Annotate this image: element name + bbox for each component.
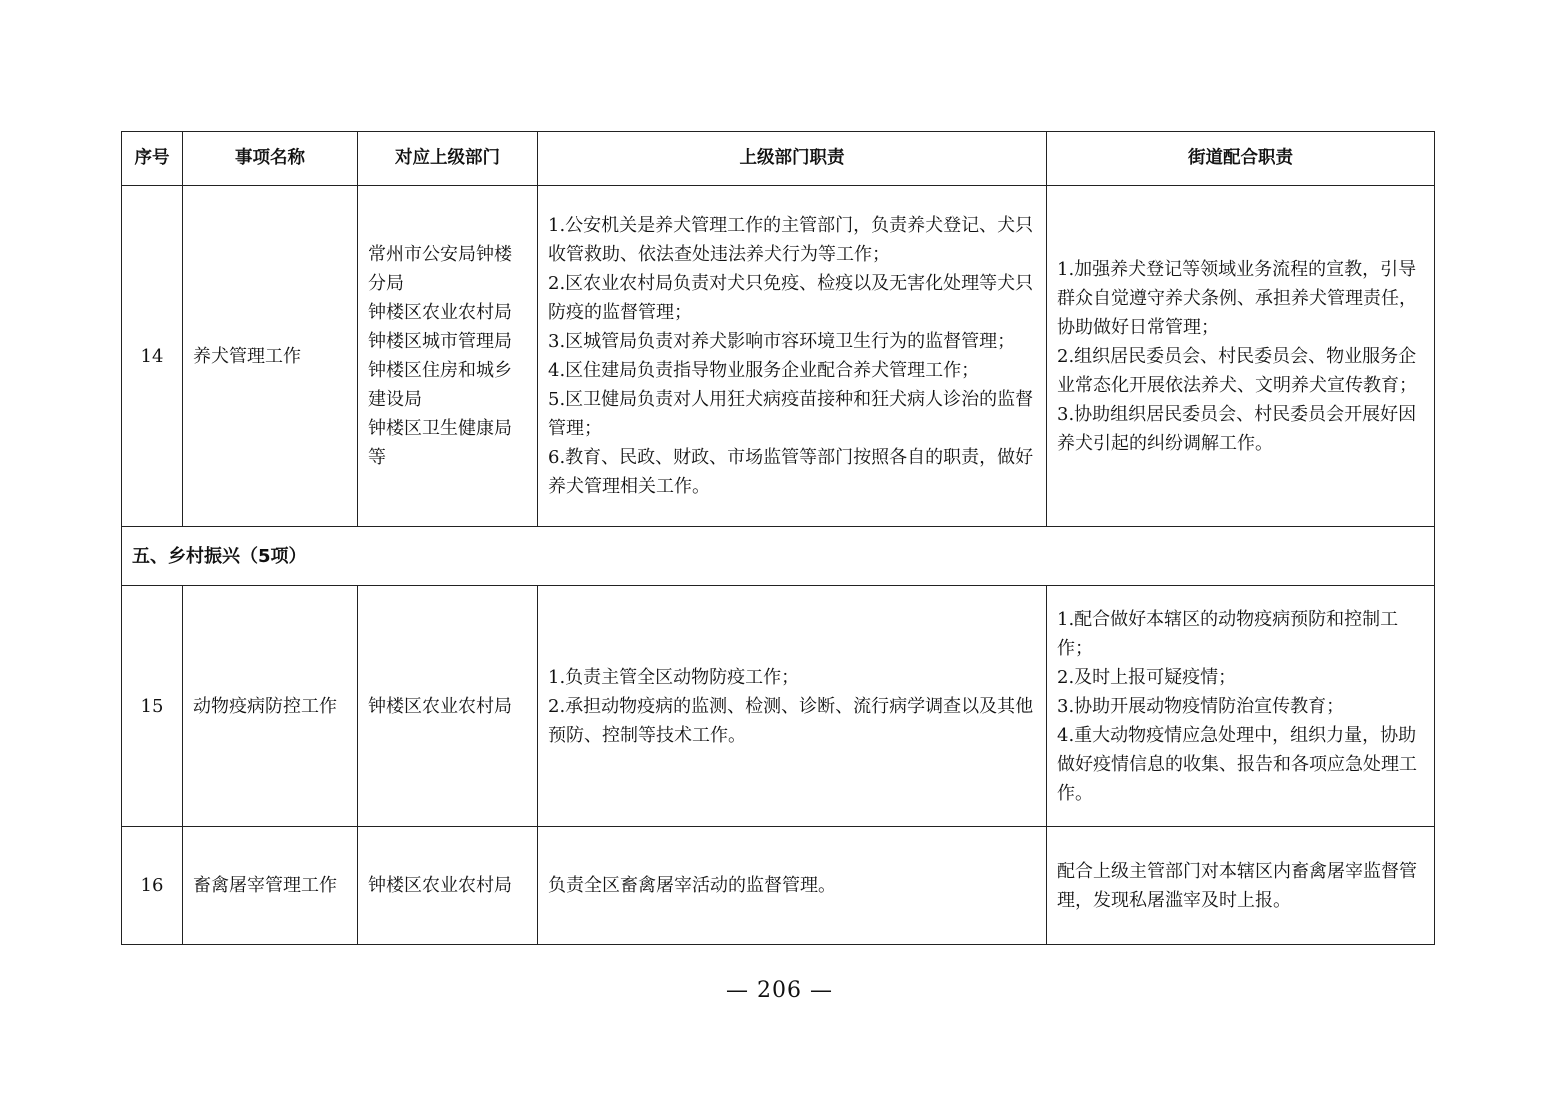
- row-dept: 钟楼区农业农村局: [358, 827, 538, 945]
- row-upper-duty: [538, 586, 1047, 827]
- duty-line: 6.教育、民政、财政、市场监管等部门按照各自的职责，做好养犬管理相关工作。: [548, 447, 1034, 497]
- row-street-duty: 配合上级主管部门对本辖区内畜禽屠宰监督管理，发现私屠滥宰及时上报。: [1047, 827, 1435, 945]
- duty-line: 2.承担动物疫病的监测、检测、诊断、流行病学调查以及其他预防、控制等技术工作。: [548, 695, 1034, 746]
- row-street-duty: [1047, 186, 1435, 527]
- row-upper-duty: 负责全区畜禽屠宰活动的监督管理。: [538, 827, 1047, 945]
- duty-line: 2.及时上报可疑疫情；: [1057, 666, 1237, 688]
- header-street-duty: 街道配合职责: [1047, 132, 1435, 186]
- row-index: 15: [122, 586, 183, 827]
- table-row: [122, 186, 1435, 527]
- row-dept: 钟楼区农业农村局: [358, 586, 538, 827]
- duty-line: 1.公安机关是养犬管理工作的主管部门，负责养犬登记、犬只收管救助、依法查处违法养犬行为等工作；: [548, 215, 1034, 265]
- row-index: 16: [122, 827, 183, 945]
- header-upper-duty: 上级部门职责: [538, 132, 1047, 186]
- duty-line: 2.区农业农村局负责对犬只免疫、检疫以及无害化处理等犬只防疫的监督管理；: [548, 273, 1034, 323]
- table-row: [122, 586, 1435, 827]
- row-name: 养犬管理工作: [183, 186, 358, 527]
- duty-line: 4.区住建局负责指导物业服务企业配合养犬管理工作；: [548, 360, 980, 381]
- duty-line: 3.区城管局负责对养犬影响市容环境卫生行为的监督管理；: [548, 331, 1016, 352]
- header-dept: 对应上级部门: [358, 132, 538, 186]
- duty-line: 1.配合做好本辖区的动物疫病预防和控制工作；: [1057, 608, 1399, 659]
- row-name: 动物疫病防控工作: [183, 586, 358, 827]
- duty-line: 3.协助开展动物疫情防治宣传教育；: [1057, 695, 1345, 717]
- row-dept: [358, 186, 538, 527]
- table-row: [122, 827, 1435, 945]
- header-index: 序号: [122, 132, 183, 186]
- dept-line: 钟楼区卫生健康局等: [368, 418, 512, 468]
- section-row: [122, 527, 1435, 586]
- duty-line: 1.负责主管全区动物防疫工作；: [548, 666, 800, 688]
- row-name: 畜禽屠宰管理工作: [183, 827, 358, 945]
- duty-line: 2.组织居民委员会、村民委员会、物业服务企业常态化开展依法养犬、文明养犬宣传教育；: [1057, 345, 1417, 396]
- duty-line: 3.协助组织居民委员会、村民委员会开展好因养犬引起的纠纷调解工作。: [1057, 403, 1417, 454]
- duty-line: 4.重大动物疫情应急处理中，组织力量，协助做好疫情信息的收集、报告和各项应急处理工作。: [1057, 724, 1417, 804]
- duty-table: [121, 131, 1435, 945]
- row-upper-duty: [538, 186, 1047, 527]
- table-header-row: [122, 132, 1435, 186]
- row-street-duty: [1047, 586, 1435, 827]
- row-index: 14: [122, 186, 183, 527]
- dept-line: 钟楼区住房和城乡建设局: [368, 360, 512, 410]
- duty-line: 1.加强养犬登记等领域业务流程的宣教，引导群众自觉遵守养犬条例、承担养犬管理责任，协助做好日常管理；: [1057, 258, 1417, 338]
- duty-line: 5.区卫健局负责对人用狂犬病疫苗接种和狂犬病人诊治的监督管理；: [548, 389, 1034, 439]
- page-number: — 206 —: [726, 978, 833, 1003]
- dept-line: 钟楼区城市管理局: [368, 331, 512, 352]
- section-title: 五、乡村振兴（5项）: [122, 527, 1435, 586]
- header-name: 事项名称: [183, 132, 358, 186]
- dept-line: 钟楼区农业农村局: [368, 302, 512, 323]
- dept-line: 常州市公安局钟楼分局: [368, 244, 512, 294]
